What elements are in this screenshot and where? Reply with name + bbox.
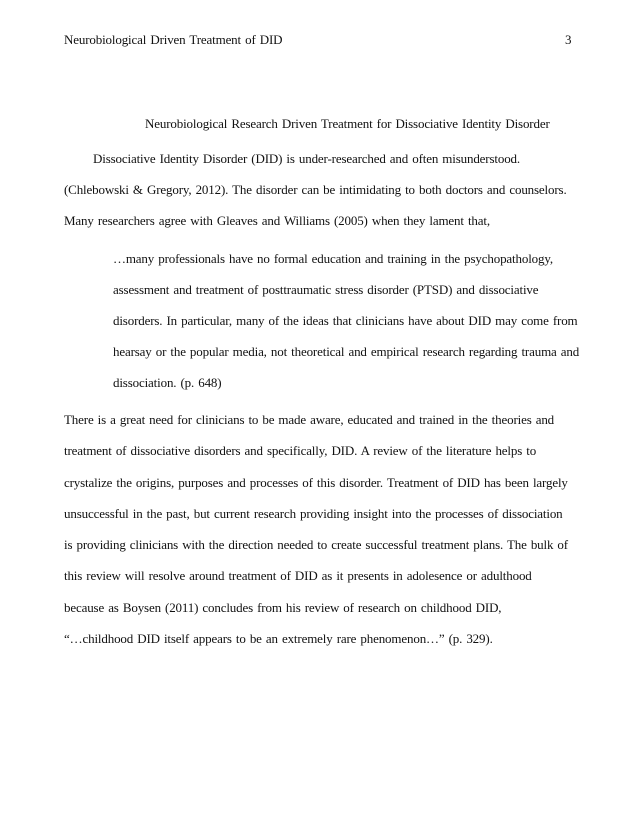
text-line: because as Boysen (2011) concludes from his review of research on childhood DID,	[64, 600, 502, 615]
document-title: Neurobiological Research Driven Treatment for Dissociative Identity Disorder	[145, 116, 550, 131]
text-line: this review will resolve around treatment of DID as it presents in adolesence or adulthood	[64, 568, 532, 583]
text-line: treatment of dissociative disorders and specifically, DID. A review of the literature helps to	[64, 443, 537, 458]
text-line: Dissociative Identity Disorder (DID) is under-researched and often misunderstood.	[93, 151, 520, 166]
running-head: Neurobiological Driven Treatment of DID	[64, 32, 283, 47]
quote-line: disorders. In particular, many of the ideas that clinicians have about DID may come from	[113, 313, 578, 328]
quote-line: dissociation. (p. 648)	[113, 375, 222, 390]
page-number: 3	[565, 32, 572, 47]
text-line: is providing clinicians with the direction needed to create successful treatment plans. The bulk of	[64, 537, 568, 552]
text-line: “…childhood DID itself appears to be an extremely rare phenomenon…” (p. 329).	[64, 631, 493, 646]
quote-line: hearsay or the popular media, not theoretical and empirical research regarding trauma and	[113, 344, 580, 359]
quote-line: assessment and treatment of posttraumatic stress disorder (PTSD) and dissociative	[113, 282, 539, 297]
text-line: Many researchers agree with Gleaves and Williams (2005) when they lament that,	[64, 213, 490, 228]
text-line: (Chlebowski & Gregory, 2012). The disorder can be intimidating to both doctors and counselors.	[64, 182, 567, 197]
text-line: There is a great need for clinicians to be made aware, educated and trained in the theories and	[64, 412, 555, 427]
text-line: unsuccessful in the past, but current research providing insight into the processes of dissociation	[64, 506, 563, 521]
text-line: crystalize the origins, purposes and processes of this disorder. Treatment of DID has been largely	[64, 475, 568, 490]
quote-line: …many professionals have no formal education and training in the psychopathology,	[113, 251, 553, 266]
